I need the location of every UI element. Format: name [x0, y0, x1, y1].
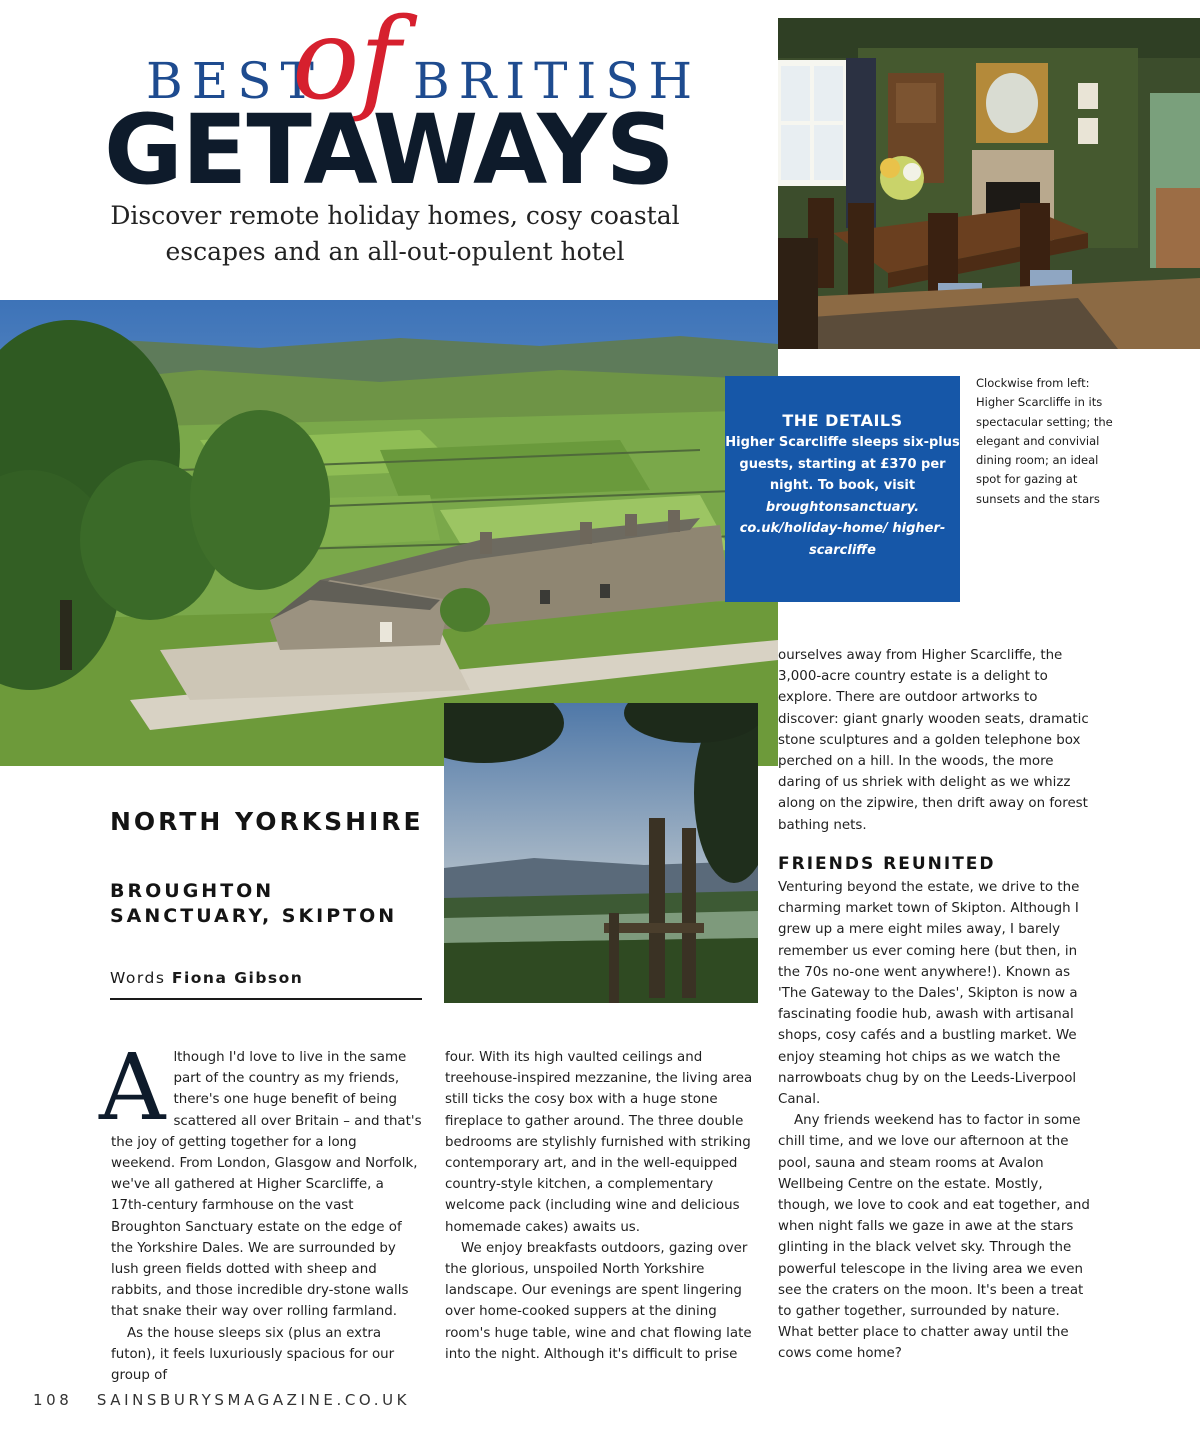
paragraph: As the house sleeps six (plus an extra futon), it feels luxuriously spacious for our group of	[111, 1325, 395, 1384]
paragraph: ourselves away from Higher Scarcliffe, the 3,000-acre country estate is a delight to explore. There are outdoor artworks to discover: giant gnarly wooden seats, dramatic stone sculptures and a golden telephone box perched on a hill. In the woods, the more daring of us shriek with delight as we whizz along on the zipwire, then drift away on forest bathing nets.	[778, 648, 1089, 833]
drop-cap: A	[99, 1034, 166, 1141]
headline-british: BRITISH	[413, 52, 702, 110]
headline-of-script: of	[292, 0, 401, 125]
paragraph: We enjoy breakfasts outdoors, gazing over the glorious, unspoiled North Yorkshire landscape. Our evenings are spent lingering over home-cooked suppers at the dining room's huge table, wine and chat flowing late into the night. Although it's difficult to prise	[445, 1240, 752, 1362]
author-name: Fiona Gibson	[171, 969, 304, 987]
standfirst: Discover remote holiday homes, cosy coastal escapes and an all-out-opulent hotel	[110, 201, 680, 266]
venue-heading: BROUGHTON SANCTUARY, SKIPTON	[110, 880, 398, 927]
paragraph: four. With its high vaulted ceilings and treehouse-inspired mezzanine, the living area still ticks the cosy box with a huge stone fireplace to gather around. The three double bedrooms are stylishly furnished with striking contemporary art, and in the well-equipped country-style kitchen, a complementary welcome pack (including wine and delicious homemade cakes) awaits us.	[445, 1050, 753, 1235]
article-column-3-top	[778, 645, 1093, 836]
article-column-1	[99, 1034, 423, 1386]
paragraph: lthough I'd love to live in the same part of the country as my friends, there's one huge benefit of being scattered all over Britain – and that's the joy of getting together for a long weekend. From London, Glasgow and Norfolk, we've all gathered at Higher Scarcliffe, a 17th-century farmhouse on the vast Broughton Sanctuary estate on the edge of the Yorkshire Dales. We are surrounded by lush green fields dotted with sheep and rabbits, and those incredible dry-stone walls that snake their way over rolling farmland.	[111, 1050, 422, 1320]
footer-site: SAINSBURYSMAGAZINE.CO.UK	[96, 1391, 411, 1409]
article-column-3-bottom	[778, 877, 1093, 1365]
page-number: 108	[33, 1391, 73, 1409]
details-title: THE DETAILS	[782, 411, 903, 430]
article-column-2	[445, 1047, 760, 1365]
photo-caption: Clockwise from left: Higher Scarcliffe in its spectacular setting; the elegant and convivial dining room; an ideal spot for gazing at sunsets and the stars	[976, 376, 1113, 506]
farmhouse-landscape-photo	[0, 300, 778, 766]
dining-room-photo	[778, 18, 1200, 349]
byline-rule	[110, 998, 422, 1000]
paragraph: Venturing beyond the estate, we drive to the charming market town of Skipton. Although I grew up a mere eight miles away, I barely remember us ever coming here (but then, in the 70s no-one went anywhere!). Known as 'The Gateway to the Dales', Skipton is now a fascinating foodie hub, awash with artisanal shops, cosy cafés and a bustling market. We enjoy steaming hot chips as we watch the narrowboats chug by on the Leeds-Liverpool Canal.	[778, 880, 1080, 1108]
sunset-stile-photo	[444, 703, 758, 1003]
details-box	[725, 376, 960, 602]
subheading-friends-reunited: FRIENDS REUNITED	[778, 854, 996, 874]
paragraph: Any friends weekend has to factor in some chill time, and we love our afternoon at the pool, sauna and steam rooms at Avalon Wellbeing Centre on the estate. Mostly, though, we love to cook and eat together, and when night falls we gaze in awe at the stars glinting in the black velvet sky. Through the powerful telescope in the living area we even see the craters on the moon. It's been a treat to gather together, surrounded by nature. What better place to chatter away until the cows come home?	[778, 1113, 1090, 1362]
byline	[110, 969, 303, 987]
page-footer	[33, 1391, 410, 1409]
region-heading: NORTH YORKSHIRE	[110, 807, 424, 836]
details-body: Higher Scarcliffe sleeps six-plus guests, starting at £370 per night. To book, visit	[725, 435, 960, 493]
booking-link[interactable]: broughtonsanctuary. co.uk/holiday-home/ higher-scarcliffe	[739, 499, 946, 558]
headline-getaways: GETAWAYS	[104, 94, 674, 206]
byline-prefix: Words	[110, 969, 166, 987]
headline-best: BEST	[146, 52, 323, 110]
